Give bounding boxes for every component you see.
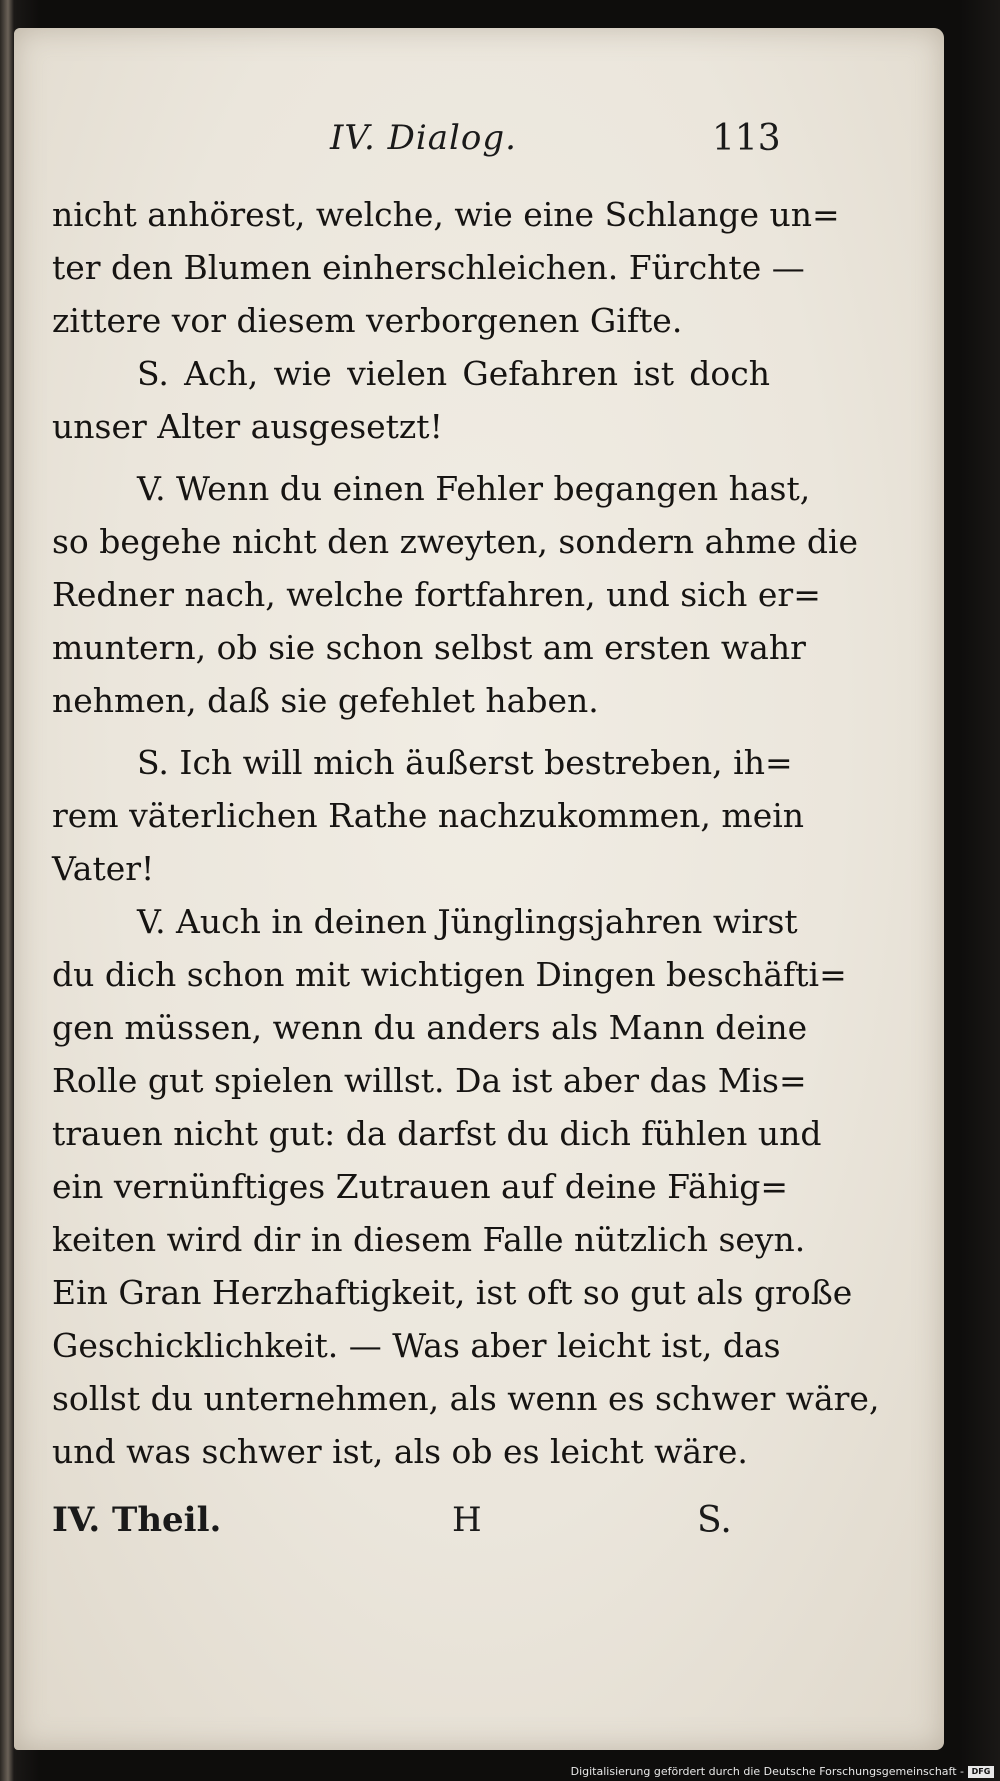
sheet-mark: H — [452, 1500, 482, 1540]
page-header — [0, 118, 1000, 178]
dfg-logo: DFG — [968, 1766, 994, 1778]
text-line: S. Ach, wie vielen Gefahren ist doch — [137, 354, 770, 393]
running-head: IV. Dialog. — [330, 118, 517, 158]
text-line: keiten wird dir in diesem Falle nützlich seyn. — [52, 1220, 806, 1259]
paragraph — [52, 347, 770, 453]
text-line: so begehe nicht den zweyten, sondern ahme die — [52, 522, 859, 561]
text-line: nehmen, daß sie gefehlet haben. — [52, 681, 599, 720]
text-line: Redner nach, welche fortfahren, und sich er= — [52, 575, 821, 614]
text-line: trauen nicht gut: da darfst du dich fühlen und — [52, 1114, 822, 1153]
catchword: S. — [697, 1500, 732, 1541]
text-line: Ein Gran Herzhaftigkeit, ist oft so gut als große — [52, 1273, 853, 1312]
text-line: Geschicklichkeit. — Was aber leicht ist, das — [52, 1326, 781, 1365]
text-line: gen müssen, wenn du anders als Mann deine — [52, 1008, 808, 1047]
text-line: rem väterlichen Rathe nachzukommen, mein — [52, 796, 805, 835]
text-line: S. Ich will mich äußerst bestreben, ih= — [137, 743, 793, 782]
text-line: du dich schon mit wichtigen Dingen beschäfti= — [52, 955, 847, 994]
text-line: Vater! — [52, 849, 155, 888]
funding-note: Digitalisierung gefördert durch die Deutsche Forschungsgemeinschaft - — [570, 1765, 964, 1778]
text-line: zittere vor diesem verborgenen Gifte. — [52, 301, 683, 340]
paragraph — [52, 188, 840, 347]
text-line: und was schwer ist, als ob es leicht wäre. — [52, 1432, 748, 1471]
text-line: nicht anhörest, welche, wie eine Schlange un= — [52, 195, 840, 234]
paragraph — [52, 736, 805, 895]
page-number: 113 — [712, 118, 781, 159]
text-line: ter den Blumen einherschleichen. Fürchte — — [52, 248, 805, 287]
text-line: V. Wenn du einen Fehler begangen hast, — [137, 469, 811, 508]
text-line: ein vernünftiges Zutrauen auf deine Fähig= — [52, 1167, 789, 1206]
volume-signature: IV. Theil. — [52, 1500, 222, 1540]
text-line: V. Auch in deinen Jünglingsjahren wirst — [137, 902, 798, 941]
text-line: sollst du unternehmen, als wenn es schwer wäre, — [52, 1379, 880, 1418]
paragraph — [52, 895, 880, 1478]
page-footer — [0, 1500, 1000, 1560]
paragraph — [52, 462, 859, 727]
text-line: muntern, ob sie schon selbst am ersten wahr — [52, 628, 806, 667]
text-line: Rolle gut spielen willst. Da ist aber das Mis= — [52, 1061, 807, 1100]
text-line: unser Alter ausgesetzt! — [52, 407, 443, 446]
body-text — [52, 188, 880, 1478]
